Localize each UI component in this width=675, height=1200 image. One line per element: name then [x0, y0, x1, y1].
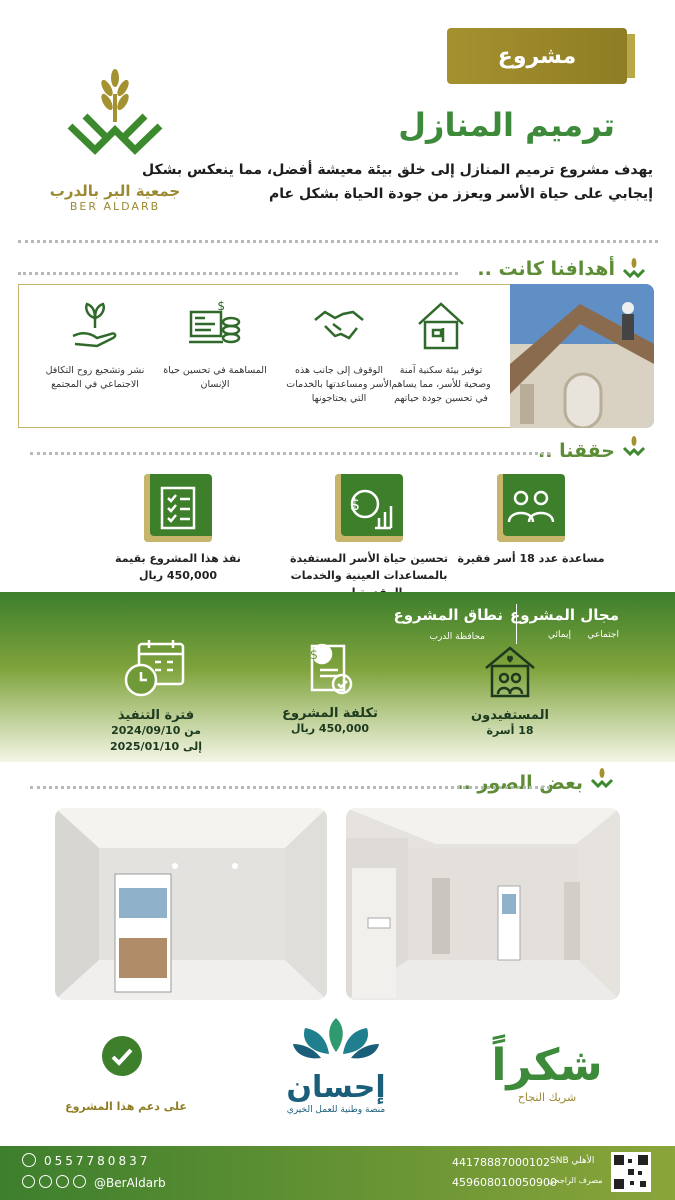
divider — [18, 240, 658, 243]
whatsapp-icon — [22, 1153, 36, 1167]
achievement-text: نفذ هذا المشروع بقيمة — [115, 552, 241, 565]
wheat-bullet-icon — [621, 434, 647, 460]
snapchat-icon[interactable] — [22, 1175, 35, 1188]
cost-value: 450,000 ريال — [290, 722, 370, 735]
family-icon — [497, 474, 565, 542]
achievement-item — [456, 474, 606, 567]
achievement-item — [284, 474, 454, 601]
period-to: إلى 2025/01/10 — [109, 740, 203, 753]
scope-value: محافظة الدرب — [429, 632, 485, 642]
period-block — [86, 636, 226, 755]
association-logo — [40, 64, 190, 224]
bank-account-1: 44178887000102 — [452, 1156, 550, 1169]
photos-heading: بعض الصور .. — [456, 772, 583, 794]
ihsan-name: إحسان — [286, 1070, 386, 1105]
wheat-logo-icon — [60, 64, 170, 174]
cost-title: تكلفة المشروع — [282, 706, 378, 721]
handshake-icon — [311, 298, 367, 354]
phone-number[interactable]: 0557780837 — [44, 1154, 151, 1168]
instagram-icon[interactable] — [73, 1175, 86, 1188]
achievement-value: 450,000 ريال — [138, 569, 218, 582]
field-chip: إيمائي — [548, 630, 571, 640]
cost-block — [260, 636, 400, 737]
beneficiaries-value: 18 أسرة — [486, 724, 534, 737]
logo-arabic-name: جمعية البر بالدرب — [49, 182, 181, 200]
field-label: مجال المشروع — [510, 606, 619, 624]
check-circle-icon — [102, 1036, 142, 1076]
logo-english-name: BER ALDARB — [69, 200, 161, 213]
goal-text: الوقوف إلى جانب هذه الأسر ومساعدتها بالخدمات التي يحتاجونها — [286, 365, 392, 404]
project-description: يهدف مشروع ترميم المنازل إلى خلق بيئة معيشة أفضل، مما ينعكس بشكل إيجابي على حياة الأسر ويعزز من جودة الحياة بشكل عام — [142, 162, 653, 202]
bank-name-2: مصرف الراجحي — [548, 1176, 603, 1185]
period-title: فترة التنفيذ — [117, 708, 195, 723]
social-icons — [22, 1175, 86, 1188]
ihsan-block — [266, 1012, 406, 1115]
achievement-item — [98, 474, 258, 584]
qr-code-icon[interactable] — [611, 1152, 651, 1192]
facebook-icon[interactable] — [39, 1175, 52, 1188]
room-photo-1 — [55, 808, 327, 1000]
invoice-icon — [300, 636, 360, 698]
roof-worker-photo — [510, 284, 654, 428]
money-register-icon — [185, 298, 245, 354]
goal-item — [284, 298, 394, 406]
achievement-text: مساعدة عدد 18 أسر فقيرة — [457, 552, 605, 565]
achievements-heading: حققنا .. — [538, 440, 615, 462]
scope-label: نطاق المشروع — [393, 606, 503, 624]
page-title: ترميم المنازل — [398, 106, 615, 144]
beneficiaries-title: المستفيدون — [471, 708, 549, 723]
ihsan-subtitle: منصة وطنية للعمل الخيري — [286, 1105, 386, 1115]
goals-heading: أهدافنا كانت .. — [477, 258, 615, 280]
field-chip: اجتماعي — [587, 630, 619, 640]
hand-plant-icon — [67, 298, 123, 354]
support-text: على دعم هذا المشروع — [65, 1100, 187, 1113]
svg-text:$: $ — [217, 299, 225, 313]
goal-item — [160, 298, 270, 392]
thanks-block — [477, 1040, 617, 1104]
thanks-text: شكراً — [491, 1040, 603, 1091]
calendar-clock-icon — [121, 636, 191, 700]
goal-item — [40, 298, 150, 392]
svg-text:$: $ — [309, 648, 318, 663]
bank-account-2: 459608010050900 — [452, 1176, 557, 1189]
room-photo-2 — [346, 808, 620, 1000]
divider — [30, 452, 550, 455]
project-tag: مشروع — [447, 28, 627, 84]
goal-text: المساهمة في تحسين حياة الإنسان — [163, 365, 267, 390]
wheat-bullet-icon — [589, 766, 615, 792]
beneficiaries-block — [440, 644, 580, 739]
goal-text: توفير بيئة سكنية آمنة وصحية للأسر، مما يساهم في تحسين جودة حياتهم — [391, 365, 491, 404]
checklist-icon — [144, 474, 212, 542]
twitter-icon[interactable] — [56, 1175, 69, 1188]
goal-text: نشر وتشجيع روح التكافل الاجتماعي في المجتمع — [45, 365, 145, 390]
divider — [18, 272, 458, 275]
thanks-subtitle: شريك النجاح — [517, 1091, 577, 1104]
house-tools-icon — [413, 298, 469, 354]
svg-text:$: $ — [349, 495, 360, 514]
achievement-text: تحسين حياة الأسر المستفيدة بالمساعدات العينية والخدمات — [289, 552, 448, 582]
goal-item — [386, 298, 496, 406]
ihsan-leaves-icon — [291, 1012, 381, 1066]
divider — [30, 786, 550, 789]
growth-icon — [335, 474, 403, 542]
period-from: من 2024/09/10 — [111, 724, 201, 737]
bank-name-1: الأهلي SNB — [550, 1156, 595, 1166]
wheat-bullet-icon — [621, 256, 647, 282]
house-family-icon — [480, 644, 540, 700]
social-handle[interactable]: @BerAldarb — [94, 1176, 166, 1190]
